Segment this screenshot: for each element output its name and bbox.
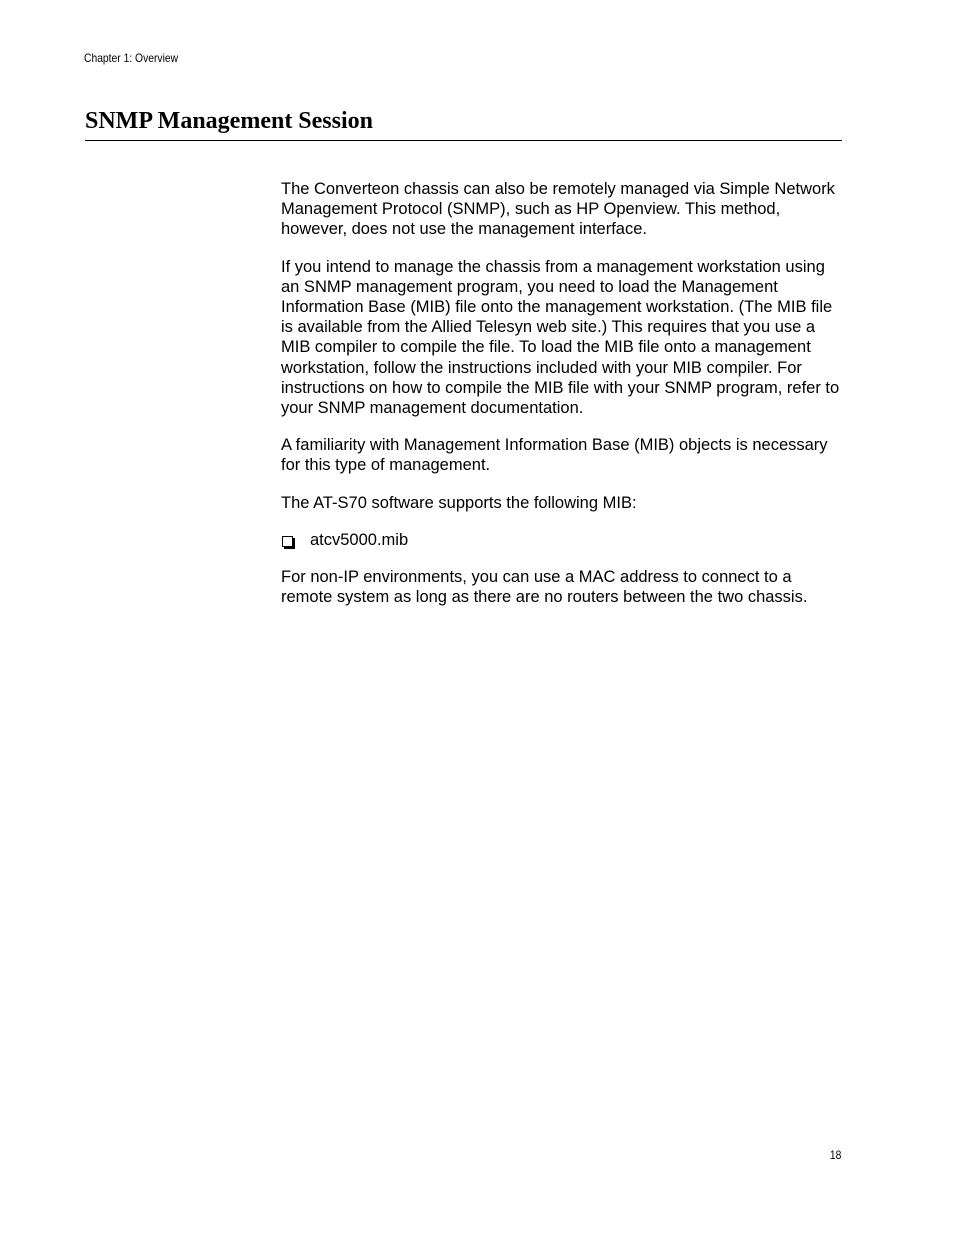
running-header: Chapter 1: Overview (84, 51, 179, 65)
paragraph-supported-mib: The AT-S70 software supports the following MIB: (281, 493, 637, 512)
section-title: SNMP Management Session (85, 108, 373, 134)
checkbox-bullet-icon (282, 536, 293, 547)
paragraph-intro: The Converteon chassis can also be remotely managed via Simple Network Management Protocol (SNMP), such as HP Openview. This method, however, does not use the management interface. (281, 180, 835, 239)
body-column (281, 179, 847, 624)
paragraph-mib-loading: If you intend to manage the chassis from a management workstation using an SNMP management program, you need to load the Management Information Base (MIB) file onto the management workstation. (The MIB file is available from the Allied Telesyn web site.) This requires that you use a MIB compiler to compile the file. To load the MIB file onto a management workstation, follow the instructions included with your MIB compiler. For instructions on how to compile the MIB file with your SNMP program, refer to your SNMP management documentation. (281, 257, 840, 418)
list-item-label: atcv5000.mib (310, 530, 409, 549)
page-number: 18 (829, 1148, 841, 1162)
title-rule (85, 140, 842, 141)
list-item (281, 530, 847, 550)
paragraph-mib-familiarity: A familiarity with Management Information Base (MIB) objects is necessary for this type of management. (281, 436, 828, 475)
paragraph-non-ip: For non-IP environments, you can use a MAC address to connect to a remote system as long as there are no routers between the two chassis. (281, 568, 808, 607)
